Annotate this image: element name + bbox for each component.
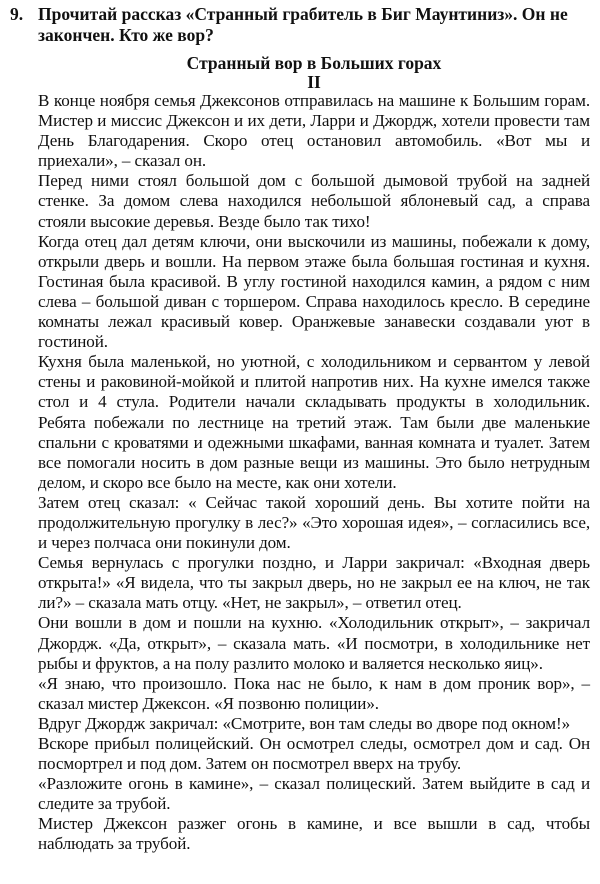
story-paragraph: Семья вернулась с прогулки поздно, и Ларри закричал: «Входная дверь открыта!» «Я видела, что ты закрыл дверь, но не закрыл ее на ключ, не так ли?» – сказала мать отцу. «Нет, не закрыл», – ответил отец. [38,553,590,613]
story-paragraph: Когда отец дал детям ключи, они выскочили из машины, побежали к дому, открыли дверь и вошли. На первом этаже была большая гостиная и кухня. Гостиная была красивой. В углу гостиной находился камин, а рядом с ним слева – большой диван с торшером. Справа находилось кресло. В середине комнаты лежал красивый ковер. Оранжевые занавески создавали уют в гостиной. [38,231,590,352]
story-paragraph: Вдруг Джордж закричал: «Смотрите, вон там следы во дворе под окном!» [38,713,571,733]
story-paragraph: Затем отец сказал: « Сейчас такой хороший день. Вы хотите пойти на продолжительную прогулку в лес?» «Это хорошая идея», – согласились все, и через полчаса они покинули дом. [38,492,590,553]
task-header [10,4,590,46]
story-body [38,91,590,855]
story-paragraph: Перед ними стоял большой дом с большой дымовой трубой на задней стенке. За домом слева находился небольшой яблоневый сад, а справа стояли высокие деревья. Везде было так тихо! [38,171,590,231]
story-paragraph: Мистер Джексон разжег огонь в камине, и все вышли в сад, чтобы наблюдать за трубой. [38,814,590,854]
story-paragraph: Они вошли в дом и пошли на кухню. «Холодильник открыт», – закричал Джордж. «Да, открыт», – сказала мать. «И посмотри, в холодильнике нет рыбы и фруктов, а на полу разлито молоко и валяется несколько яиц». [38,613,590,673]
story-paragraph: «Я знаю, что произошло. Пока нас не было, к нам в дом проник вор», – сказал мистер Джексон. «Я позвоню полиции». [38,673,590,713]
story-paragraph: В конце ноября семья Джексонов отправилась на машине к Большим горам. Мистер и миссис Джексон и их дети, Ларри и Джордж, хотели провести там День Благодарения. Скоро отец остановил автомобиль. «Вот мы и приехали», – сказал он. [38,91,590,171]
story-title: Странный вор в Больших горах [186,53,442,73]
story-paragraph: Вскоре прибыл полицейский. Он осмотрел следы, осмотрел дом и сад. Он посмортрел и под дом. Затем он посмотрел вверх на трубу. [38,734,590,774]
task-number: 9. [10,4,24,24]
story-paragraph: Кухня была маленькой, но уютной, с холодильником и сервантом у левой стены и раковиной-мойкой и плитой напротив них. На кухне имелся также стол и 4 стула. Родители начали складывать продукты в холодильник. Ребята побежали по лестнице на третий этаж. Там были две маленькие спальни с кроватями и одежными шкафами, ванная комната и туалет. Затем все помогали носить в дом разные вещи из машины. Это было нетрудным делом, и скоро все было на месте, как они хотели. [38,352,590,492]
story-paragraph: «Разложите огонь в камине», – сказал полицеский. Затем выйдите в сад и следите за трубой. [38,774,590,814]
task-instruction: Прочитай рассказ «Странный грабитель в Биг Маунтиниз». Он не закончен. Кто же вор? [38,4,568,45]
story-part-number: II [307,72,321,92]
